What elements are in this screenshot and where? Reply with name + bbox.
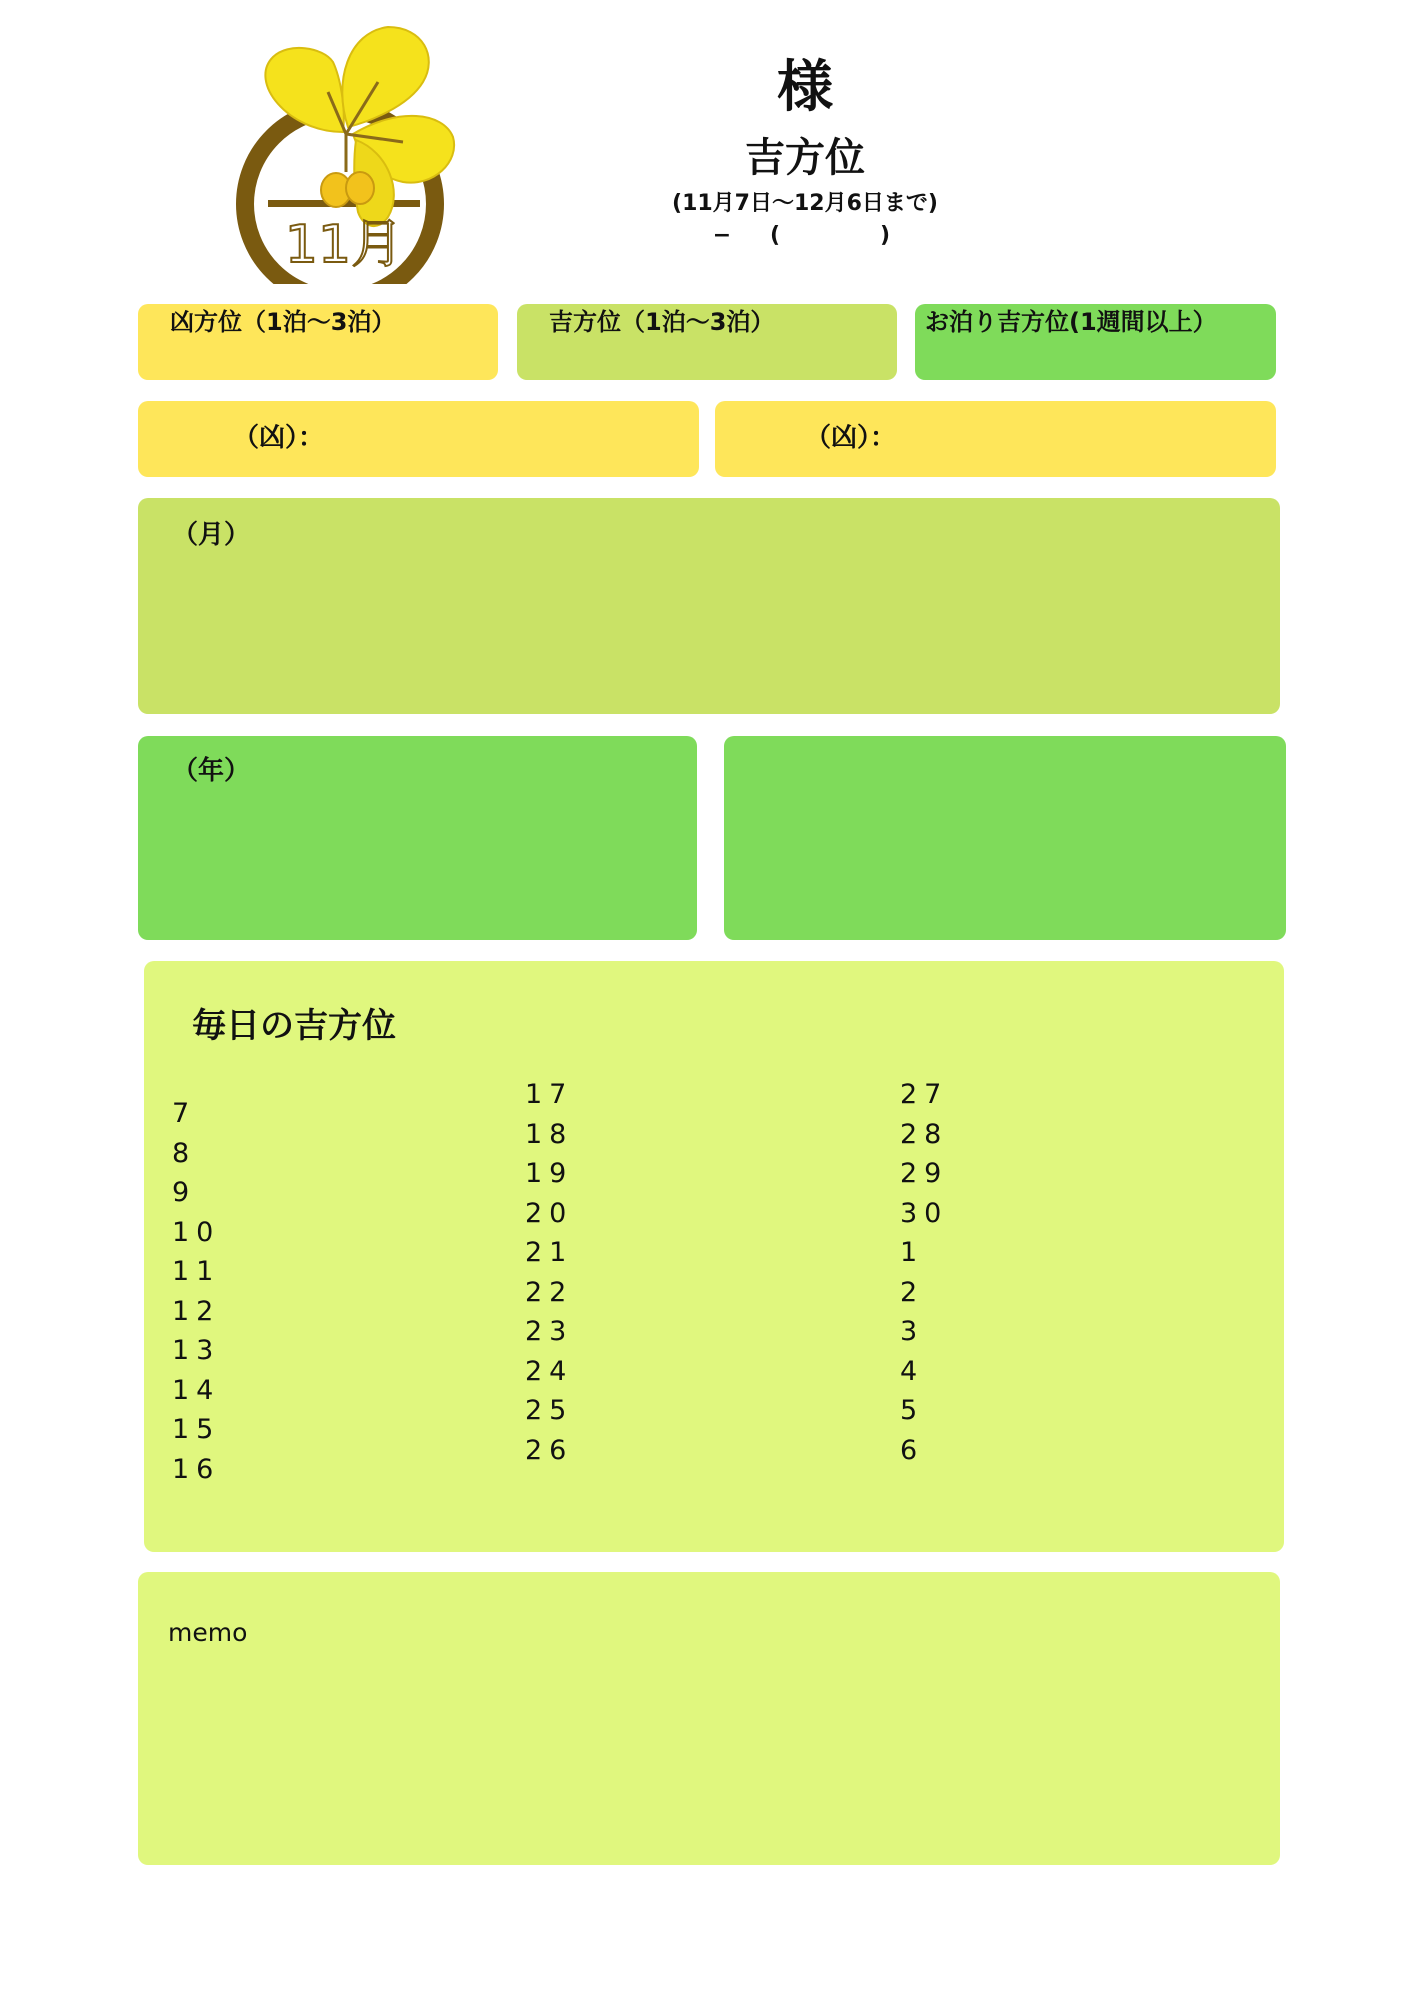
memo-box[interactable] (138, 1572, 1280, 1865)
logo (228, 22, 493, 290)
daily-date: 13 (172, 1335, 221, 1366)
daily-date: 20 (525, 1197, 574, 1229)
daily-date: 24 (525, 1355, 574, 1387)
daily-date: 18 (525, 1118, 574, 1150)
monthly-label: （月） (172, 520, 251, 550)
daily-col-3 (900, 1075, 948, 1470)
page-title: 吉方位 (745, 135, 865, 181)
bad-direction-right-label: （凶）： (805, 423, 897, 453)
daily-date: 3 (900, 1316, 925, 1347)
category-bad-short-label: 凶方位（1泊〜3泊） (170, 308, 396, 336)
daily-date: 23 (525, 1316, 574, 1347)
daily-col-2 (525, 1075, 573, 1470)
daily-date: 9 (172, 1177, 197, 1208)
yearly-label: （年） (172, 756, 251, 786)
daily-date: 2 (900, 1276, 925, 1308)
daily-date: 7 (172, 1098, 197, 1129)
daily-date: 6 (900, 1434, 925, 1466)
yearly-direction-box (138, 736, 697, 940)
daily-date: 10 (172, 1216, 221, 1248)
daily-date: 1 (900, 1237, 925, 1268)
daily-direction-box (144, 961, 1284, 1552)
daily-date: 15 (172, 1414, 221, 1445)
daily-date: 27 (900, 1079, 949, 1110)
daily-date: 12 (172, 1295, 221, 1327)
category-good-short (517, 304, 897, 380)
bad-direction-left (138, 401, 699, 477)
daily-date: 14 (172, 1374, 221, 1406)
daily-date: 28 (900, 1118, 949, 1150)
category-good-long-label: お泊り吉方位(1週間以上） (925, 308, 1217, 336)
daily-date: 8 (172, 1137, 197, 1169)
monthly-direction-box (138, 498, 1280, 714)
daily-date: 29 (900, 1158, 949, 1189)
recipient-suffix: 様 (777, 55, 833, 120)
daily-date: 21 (525, 1237, 574, 1268)
category-bad-short (138, 304, 498, 380)
yearly-direction-box-2 (724, 736, 1286, 940)
daily-col-1 (172, 1094, 220, 1489)
logo-month-text: 11月 (284, 215, 404, 275)
weekday-paren (770, 225, 890, 247)
category-good-long (915, 304, 1276, 380)
daily-date: 25 (525, 1395, 574, 1426)
daily-date: 30 (900, 1197, 949, 1229)
period-text: (11月7日〜12月6日まで) (672, 191, 938, 216)
ginkgo-logo-icon (228, 22, 493, 290)
daily-date: 5 (900, 1395, 925, 1426)
paren-close: ) (879, 223, 890, 248)
memo-label: memo (168, 1618, 248, 1647)
daily-title: 毎日の吉方位 (192, 1006, 396, 1046)
daily-date: 4 (900, 1355, 925, 1387)
category-good-short-label: 吉方位（1泊〜3泊） (549, 308, 775, 336)
bad-direction-right (715, 401, 1276, 477)
daily-date: 19 (525, 1158, 574, 1189)
daily-date: 17 (525, 1079, 574, 1110)
date-dash: − (712, 223, 732, 248)
daily-date: 16 (172, 1453, 221, 1485)
daily-date: 11 (172, 1256, 221, 1287)
daily-date: 26 (525, 1434, 574, 1466)
bad-direction-left-label: （凶）： (233, 423, 325, 453)
paren-open: ( (770, 223, 781, 248)
daily-date: 22 (525, 1276, 574, 1308)
